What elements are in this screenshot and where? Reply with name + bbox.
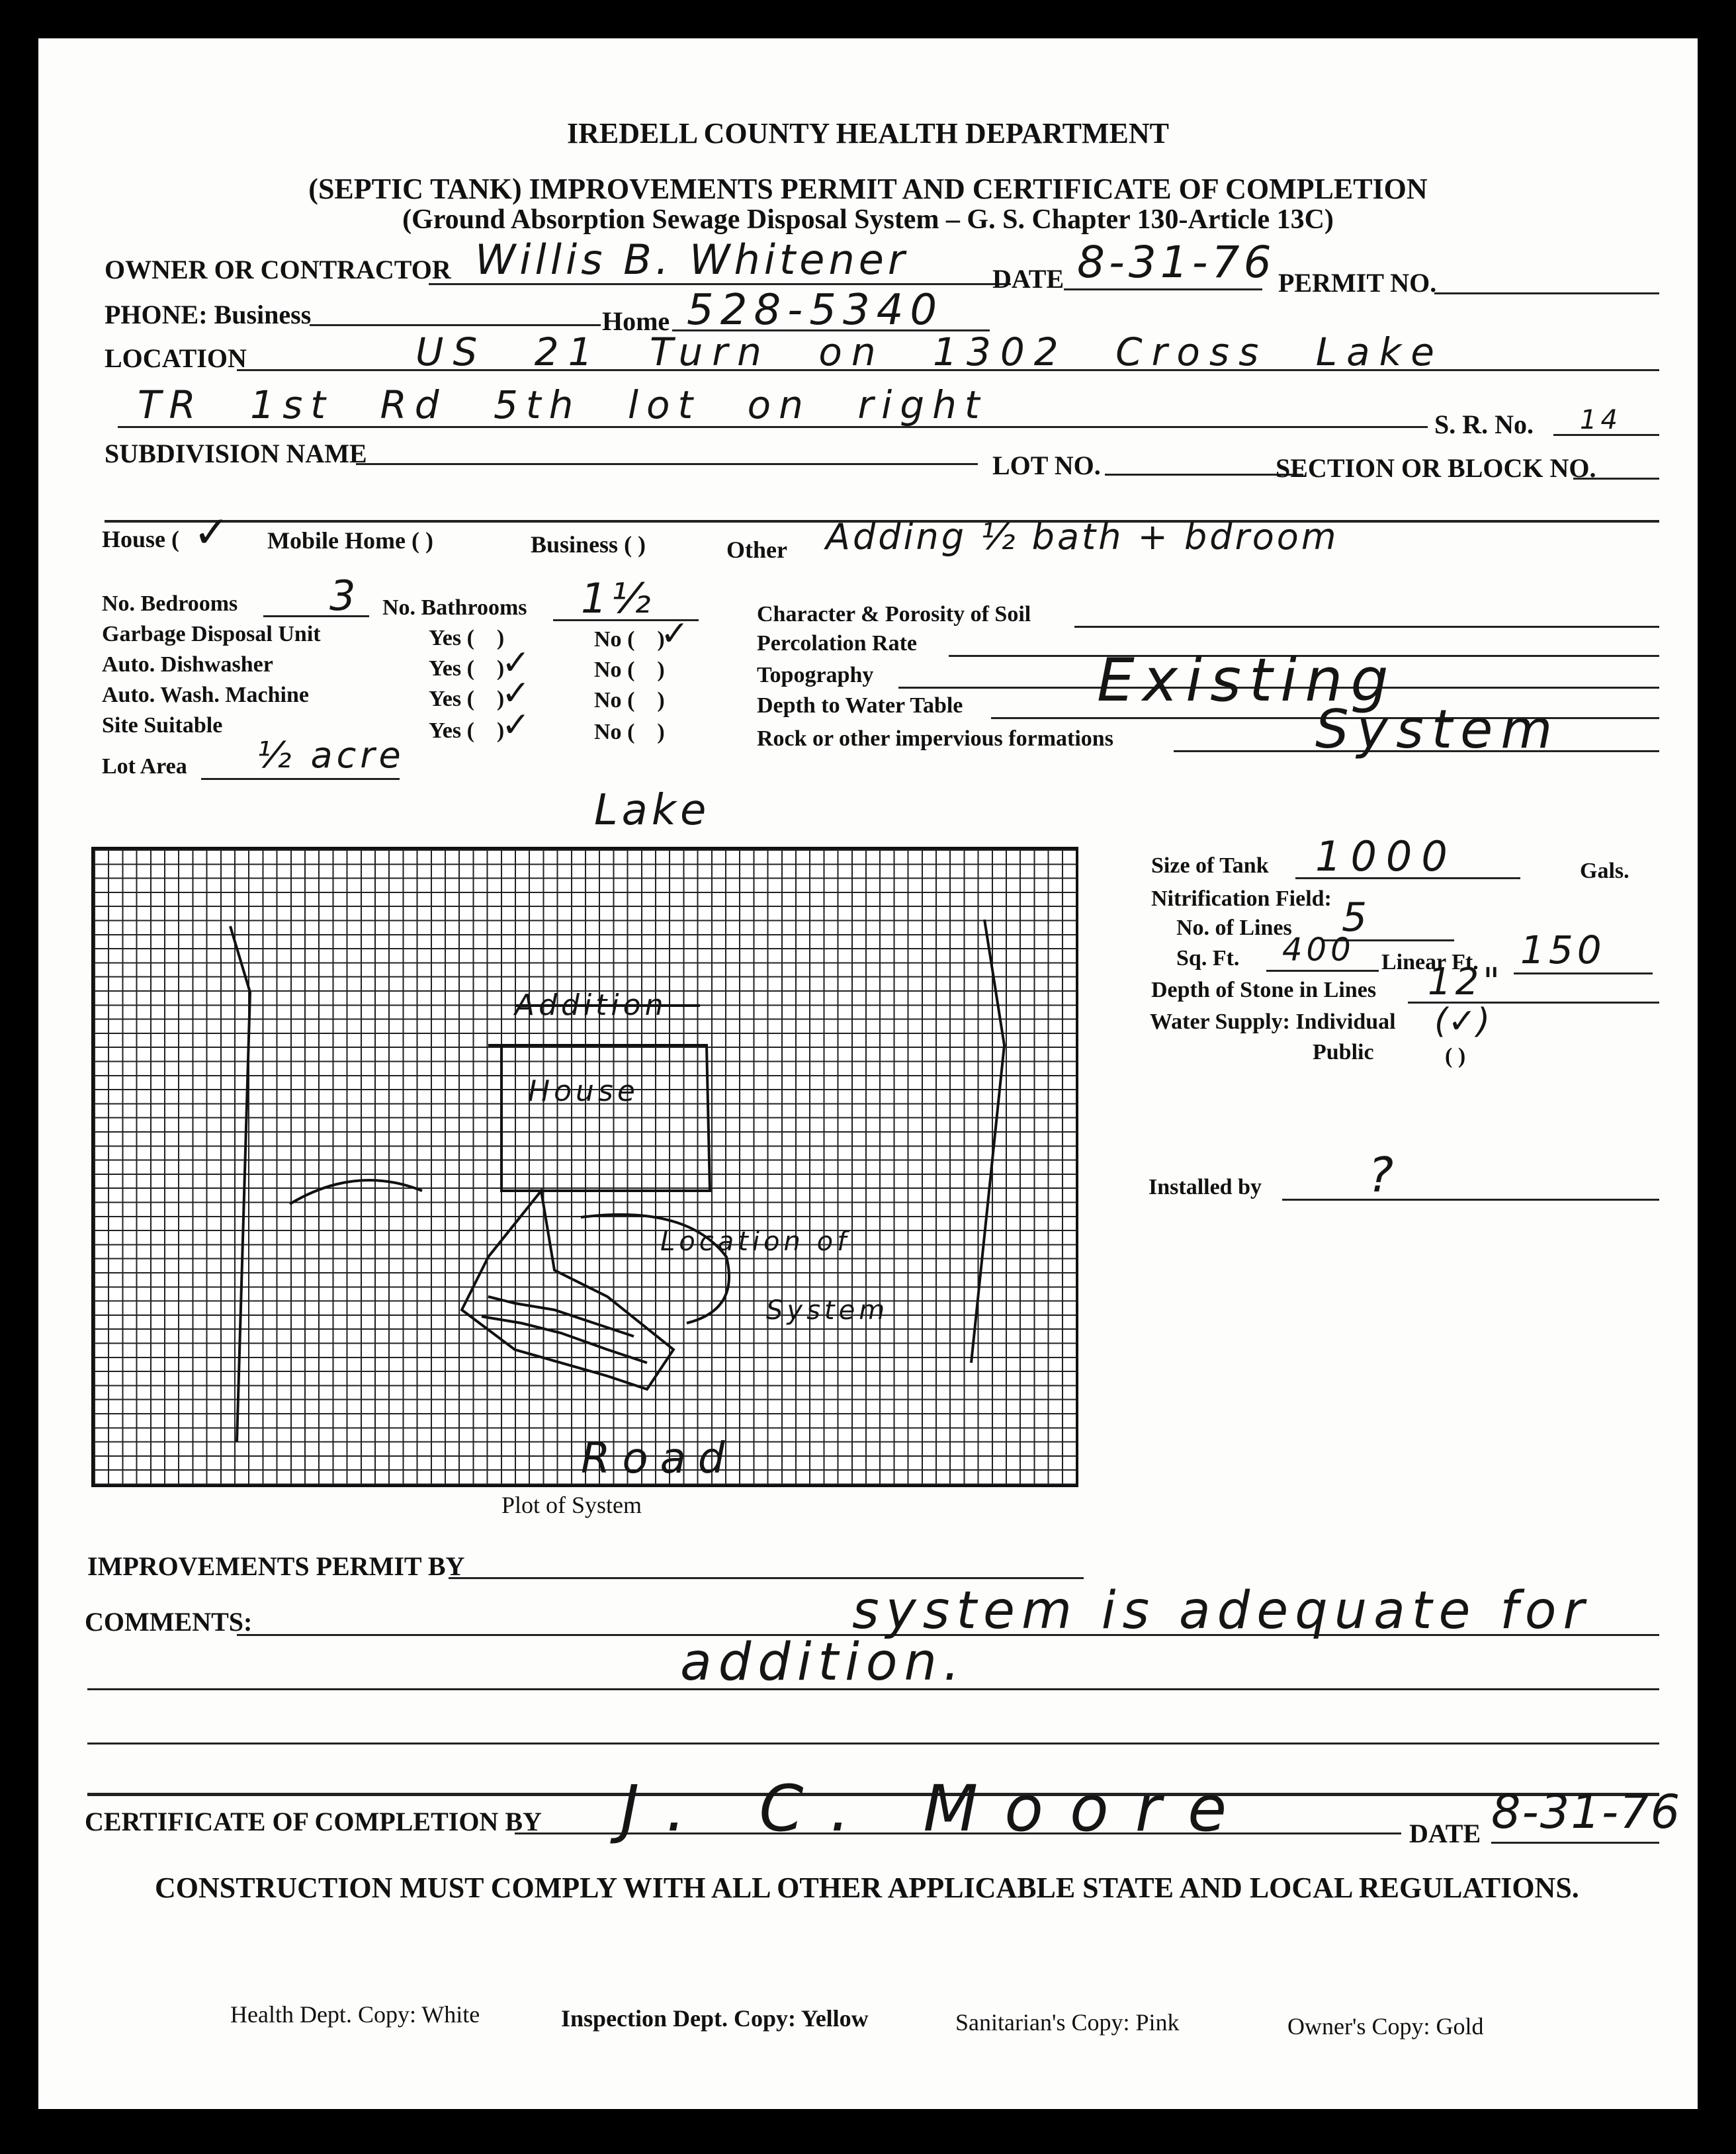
improvements-permit-label: IMPROVEMENTS PERMIT BY [87,1551,465,1581]
washer-no: No ( ) [594,688,665,712]
garbage-label: Garbage Disposal Unit [102,622,321,646]
compliance-notice: CONSTRUCTION MUST COMPLY WITH ALL OTHER APPLICABLE STATE AND LOCAL REGULATIONS. [155,1872,1579,1904]
garbage-yes: Yes ( ) [429,626,505,650]
soil-character-label: Character & Porosity of Soil [757,602,1031,626]
owner-value: Willis B. Whitener [475,236,909,284]
phone-home-value: 528-5340 [687,286,944,335]
garbage-no: No ( ) [594,627,665,652]
date-line [1064,288,1262,290]
bedrooms-value: 3 [329,572,360,620]
tank-size-value: 1000 [1315,832,1457,881]
date-label: DATE [992,264,1064,294]
dishwasher-no-text: No [594,658,622,682]
date-value: 8-31-76 [1077,237,1276,288]
drainfield-line-1 [488,1297,634,1336]
subdivision-label: SUBDIVISION NAME [105,439,367,468]
site-no: No ( ) [594,720,665,744]
sqft-value: 400 [1282,931,1355,969]
section-label: SECTION OR BLOCK NO. [1276,453,1596,483]
topography-value: Existing [1097,646,1397,715]
dishwasher-label: Auto. Dishwasher [102,652,273,677]
location-value-2: TR 1st Rd 5th lot on right [138,382,988,427]
lines-label: No. of Lines [1176,916,1292,940]
location-value-1: US 21 Turn on 1302 Cross Lake [415,329,1444,374]
garbage-no-text: No [594,627,622,652]
washer-yes: Yes ( ) [429,687,505,711]
plot-house-label: House [528,1074,639,1108]
sqft-line [1266,970,1379,972]
comments-line-3 [87,1743,1659,1745]
percolation-label: Percolation Rate [757,631,918,656]
site-yes: Yes ( ) [429,718,505,743]
garbage-no-check: ✓ [660,614,693,654]
bathrooms-label: No. Bathrooms [382,595,527,620]
house-outline [501,1045,710,1191]
mobile-home-label: Mobile Home ( ) [267,527,433,554]
garbage-yes-text: Yes [429,626,462,650]
certificate-date-label: DATE [1409,1819,1481,1848]
public-mark: ( ) [1445,1044,1466,1068]
certificate-date-value: 8-31-76 [1491,1785,1682,1839]
right-lot-line [971,920,1004,1363]
plot-addition-label: Addition [515,988,668,1022]
installed-by-value: ? [1368,1147,1398,1203]
linear-label: Linear Ft. [1381,950,1479,974]
drainfield-outline [462,1191,673,1389]
dishwasher-yes-text: Yes [429,656,462,681]
dishwasher-yes: Yes ( ) [429,656,505,681]
linear-value: 150 [1520,927,1606,972]
copy-owner: Owner's Copy: Gold [1287,2013,1484,2040]
stone-depth-value: 12" [1428,961,1504,1004]
house-check: ✓ [193,507,234,558]
water-table-label: Depth to Water Table [757,693,963,718]
bathrooms-value: 1½ [581,574,655,623]
drainfield-line-2 [482,1316,647,1363]
copy-health: Health Dept. Copy: White [230,2001,480,2028]
certificate-date-line [1491,1842,1659,1844]
subdivision-line [356,463,978,465]
plot-lake-label: Lake [594,786,711,835]
site-yes-check: ✓ [501,705,535,745]
plot-system-label: System [766,1295,889,1326]
dishwasher-no: No ( ) [594,658,665,682]
rock-label: Rock or other impervious formations [757,726,1113,751]
installed-by-line [1282,1199,1659,1201]
water-supply-label: Water Supply: Individual [1150,1010,1396,1034]
washer-yes-text: Yes [429,687,462,711]
individual-check: (✓) [1434,1002,1491,1041]
form-subtitle: (Ground Absorption Sewage Disposal System – G. S. Chapter 130-Article 13C) [402,204,1334,235]
lot-no-label: LOT NO. [992,451,1101,480]
dishwasher-yes-check: ✓ [501,643,535,683]
nitrification-label: Nitrification Field: [1151,886,1332,911]
comments-value-2: addition. [680,1633,967,1692]
lot-area-line [201,778,400,780]
business-label: Business ( ) [531,531,646,558]
tank-gals-label: Gals. [1580,859,1629,883]
lot-area-label: Lot Area [102,754,187,779]
left-lot-line [230,926,250,1442]
washer-yes-check: ✓ [501,673,535,713]
bedrooms-label: No. Bedrooms [102,591,238,616]
certificate-label: CERTIFICATE OF COMPLETION BY [85,1807,542,1836]
tank-size-label: Size of Tank [1151,853,1269,878]
sr-no-label: S. R. No. [1434,409,1534,439]
washer-no-text: No [594,688,622,712]
comments-label: COMMENTS: [85,1607,253,1637]
soil-character-line [1074,626,1659,628]
owner-label: OWNER OR CONTRACTOR [105,255,451,284]
linear-line [1514,972,1653,974]
copy-inspection: Inspection Dept. Copy: Yellow [561,2005,869,2032]
sqft-label: Sq. Ft. [1176,946,1240,970]
plot-location-label: Location of [660,1227,851,1257]
public-label: Public [1313,1040,1374,1064]
sketch-curve [290,1180,422,1204]
other-value: Adding ½ bath + bdroom [826,516,1339,558]
phone-home-label: Home [602,306,670,336]
site-no-text: No [594,720,622,744]
site-yes-text: Yes [429,718,462,743]
plot-caption: Plot of System [501,1492,642,1518]
certificate-signature: J. C. Moore [621,1772,1254,1846]
house-label: House ( [102,526,179,552]
location-label: LOCATION [105,343,247,373]
lot-area-value: ½ acre [257,734,405,776]
stone-depth-label: Depth of Stone in Lines [1151,978,1377,1002]
lines-value: 5 [1342,894,1371,941]
lot-no-line [1105,474,1303,476]
sr-no-value: 14 [1580,405,1622,435]
other-label: Other [726,537,787,563]
section-line [1573,478,1659,480]
comments-value-1: system is adequate for [852,1581,1591,1641]
department-name: IREDELL COUNTY HEALTH DEPARTMENT [567,117,1169,150]
washer-label: Auto. Wash. Machine [102,683,309,707]
rock-value: System [1315,699,1561,760]
plot-sketch [91,847,1077,1488]
installed-by-label: Installed by [1149,1175,1262,1199]
improvements-permit-line [449,1577,1084,1579]
topography-label: Topography [757,663,874,687]
permit-no-label: PERMIT NO. [1278,268,1437,298]
permit-form [38,38,1698,2109]
site-suitable-label: Site Suitable [102,713,223,738]
form-title: (SEPTIC TANK) IMPROVEMENTS PERMIT AND CERTIFICATE OF COMPLETION [308,173,1428,205]
permit-no-line [1434,292,1659,294]
copy-sanitarian: Sanitarian's Copy: Pink [955,2009,1180,2036]
phone-business-line [310,324,601,326]
plot-road-label: Road [581,1434,737,1483]
phone-business-label: PHONE: Business [105,300,312,329]
